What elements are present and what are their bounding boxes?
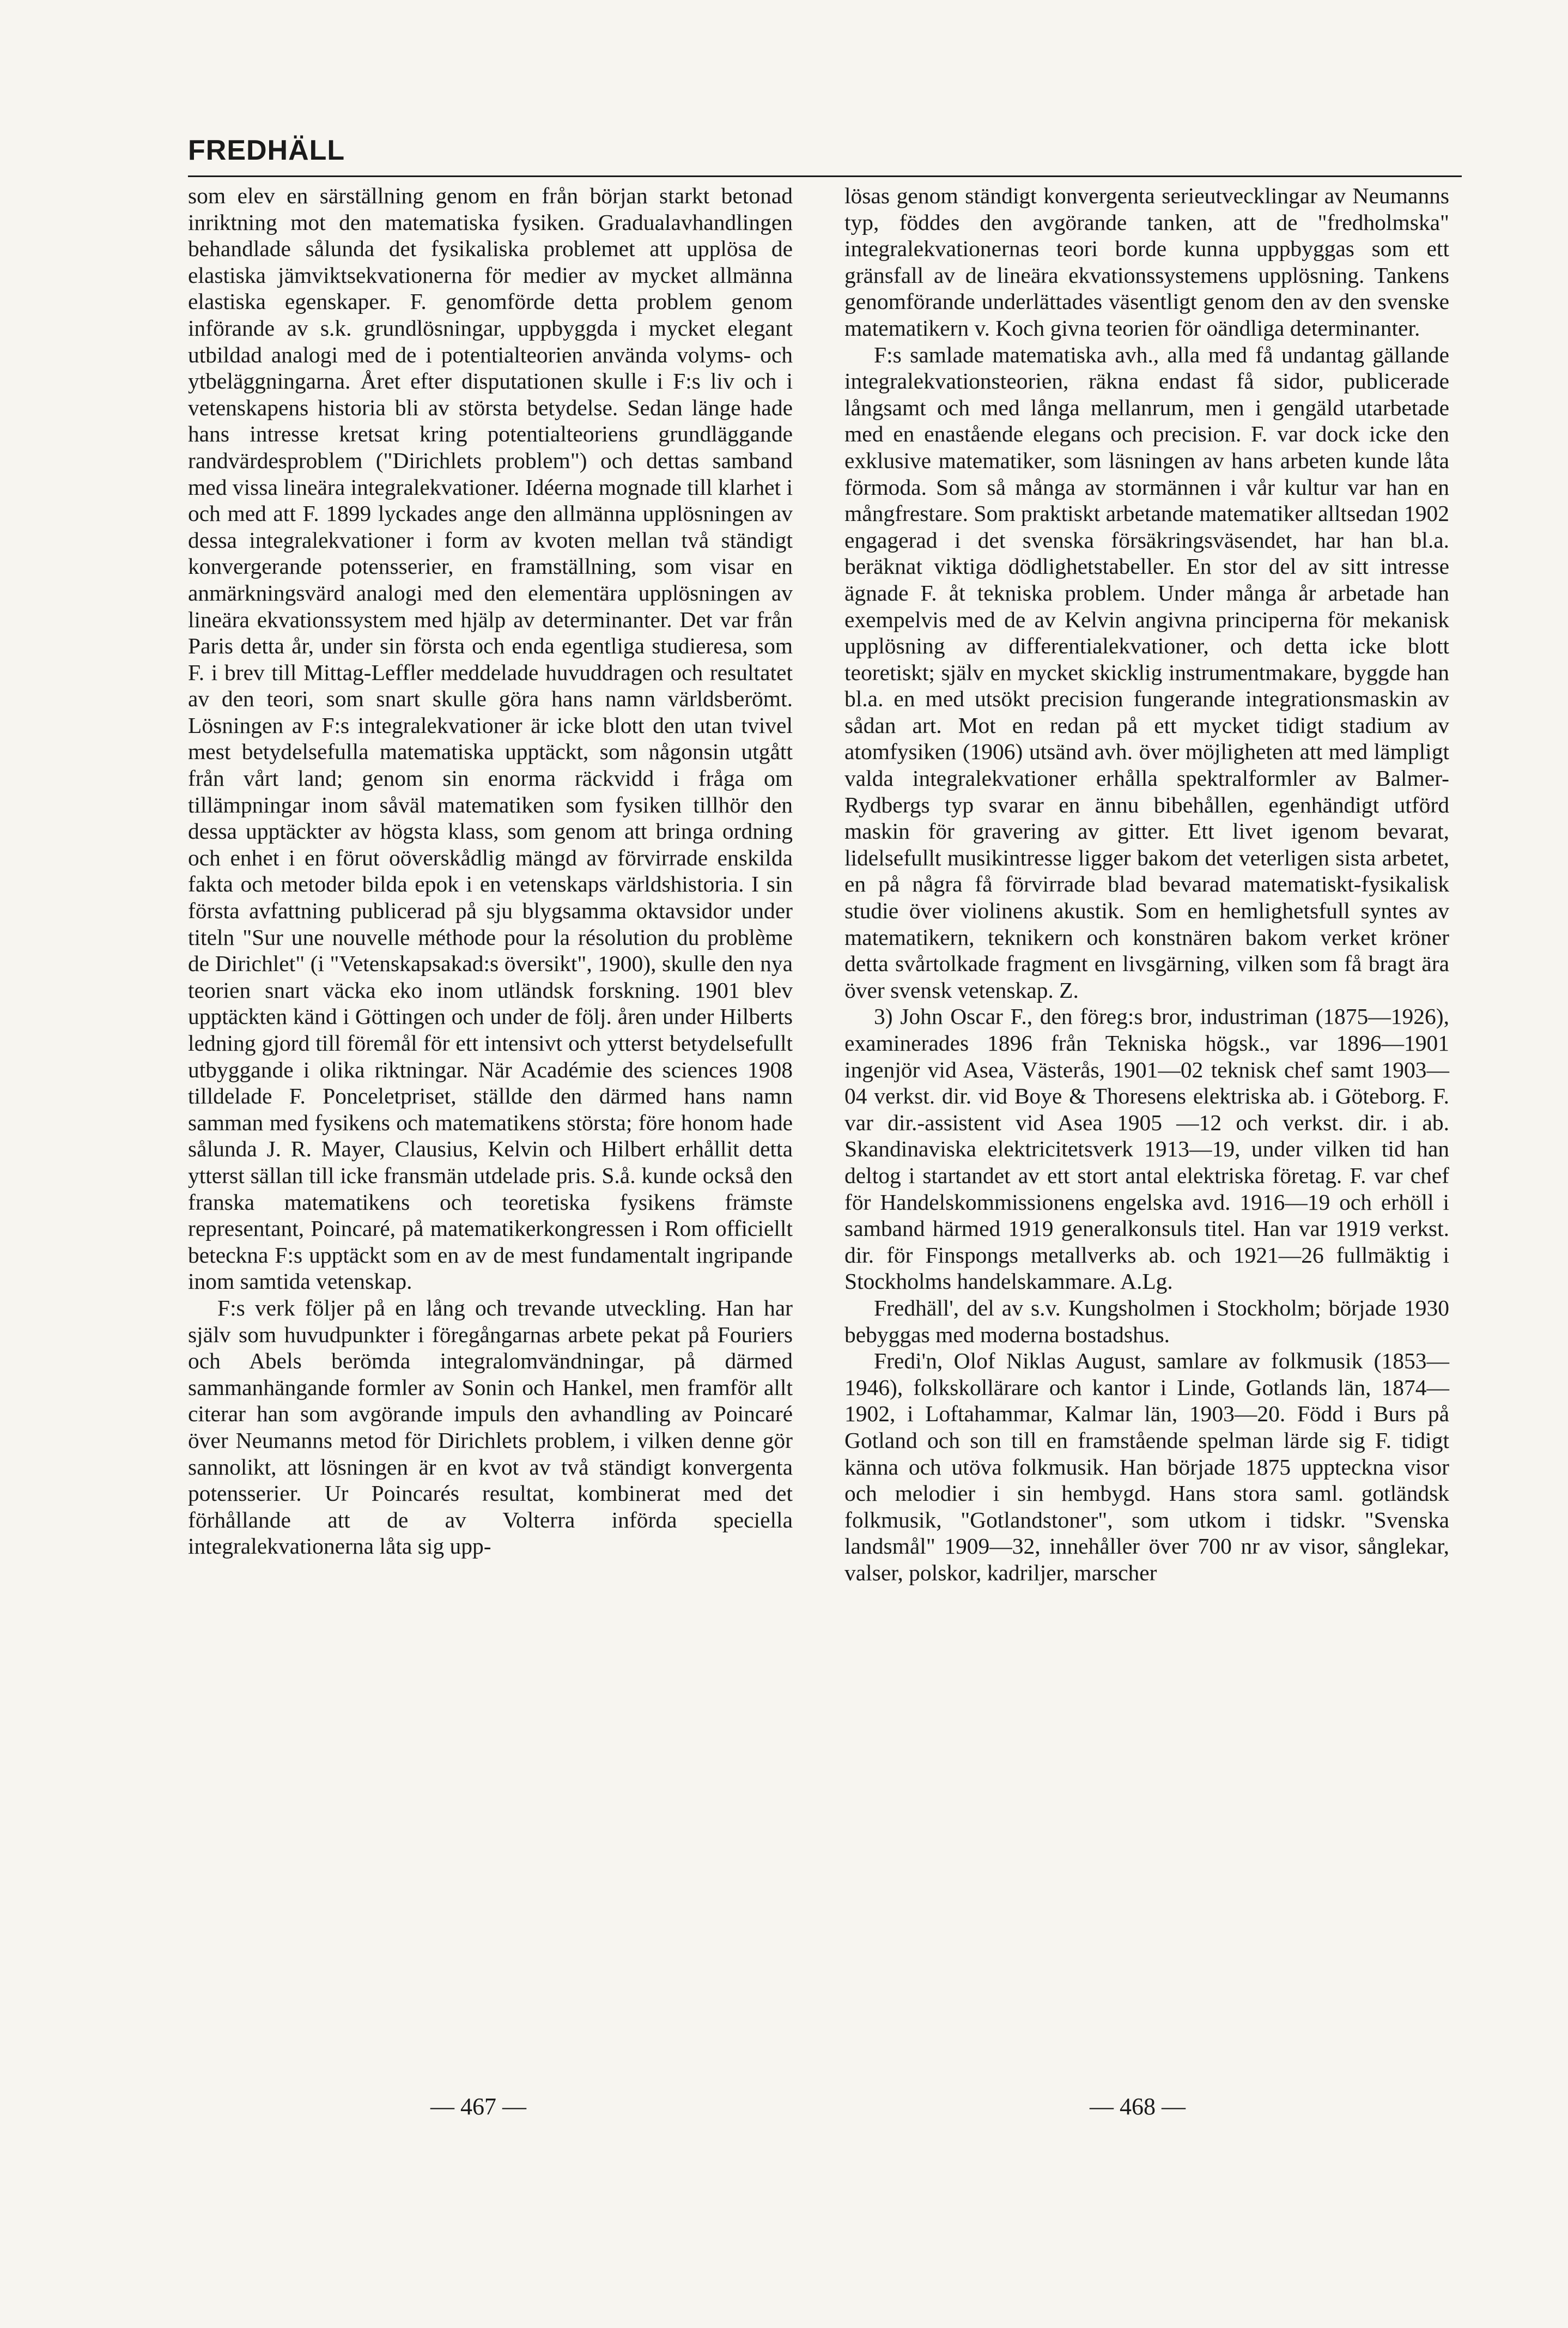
page-number-right: — 468 — <box>1090 2093 1186 2120</box>
paragraph: 3) John Oscar F., den föreg:s bror, industriman (1875—1926), examinerades 1896 från Tekniska högsk., var 1896—1901 ingenjör vid Asea, Västerås, 1901—02 teknisk chef samt 1903—04 verkst. dir. vid Boye & Thoresens elektriska ab. i Göteborg. F. var dir.-assistent vid Asea 1905 —12 och verkst. dir. i ab. Skandinaviska elektricitetsverk 1913—19, under vilken tid han deltog i startandet av ett stort antal elektriska företag. F. var chef för Handelskommissionens engelska avd. 1916—19 och erhöll i samband härmed 1919 generalkonsuls titel. Han var 1919 verkst. dir. för Finspongs metallverks ab. och 1921—26 fullmäktig i Stockholms handelskammare. A.Lg. <box>844 1004 1449 1294</box>
entry-fredin: Fredi'n, Olof Niklas August, samlare av folkmusik (1853—1946), folkskollärare och kantor i Linde, Gotlands län, 1874—1902, i Loftahammar, Kalmar län, 1903—20. Född i Burs på Gotland och son till en framstående spelman lärde sig F. tidigt känna och utöva folkmusik. Han började 1875 uppteckna visor och melodier i sin hembygd. Hans stora saml. gotländsk folkmusik, "Gotlandstoner", som utkom i tidskr. "Svenska landsmål" 1909—32, innehåller över 700 nr av visor, sånglekar, valser, polskor, kadriljer, marscher <box>844 1348 1449 1585</box>
paragraph: som elev en särställning genom en från början starkt betonad inriktning mot den matematiska fysiken. Gradualavhandlingen behandlade sålunda det fysikaliska problemet att upplösa de elastiska jämviktsekvationerna för medier av mycket allmänna elastiska egenskaper. F. genomförde detta problem genom införande av s.k. grundlösningar, uppbyggda i mycket elegant utbildad analogi med de i potentialteorien använda volyms- och ytbeläggningarna. Året efter disputationen skulle i F:s liv och i vetenskapens historia bli av största betydelse. Sedan länge hade hans intresse kretsat kring potentialteoriens grundläggande randvärdesproblem ("Dirichlets problem") och dettas samband med vissa lineära integralekvationer. Idéerna mognade till klarhet i och med att F. 1899 lyckades ange den allmänna upplösningen av dessa integralekvationer i form av kvoten mellan två ständigt konvergerande potensserier, en framställning, som visar en anmärkningsvärd analogi med den elementära upplösningen av lineära ekvationssystem med hjälp av determinanter. Det var från Paris detta år, under sin första och enda egentliga studieresa, som F. i brev till Mittag-Leffler meddelade huvuddragen och resultatet av den teori, som snart skulle göra hans namn världsberömt. Lösningen av F:s integralekvationer är icke blott den utan tvivel mest betydelsefulla matematiska upptäckt, som någonsin utgått från vårt land; genom sin enorma räckvidd i fråga om tillämpningar inom såväl matematiken som fysiken tillhör den dessa upptäckter av högsta klass, som genom att bringa ordning och enhet i en förut oöverskådlig mängd av förvirrade enskilda fakta och metoder bilda epok i en vetenskaps världshistoria. I sin första avfattning publicerad på sju blygsamma oktavsidor under titeln "Sur une nouvelle méthode pour la résolution du problème de Dirichlet" (i "Vetenskapsakad:s översikt", 1900), skulle den nya teorien snart väcka eko inom utländsk forskning. 1901 blev upptäckten känd i Göttingen och under de följ. åren under Hilberts ledning gjord till föremål för ett intensivt och ytterst betydelsefullt utbyggande i olika riktningar. När Académie des sciences 1908 tilldelade F. Ponceletpriset, ställde den därmed hans namn samman med fysikens och matematikens största; före honom hade sålunda J. R. Mayer, Clausius, Kelvin och Hilbert erhållit detta ytterst sällan till icke fransmän utdelade pris. S.å. kunde också den franska matematikens och teoretiska fysikens främste representant, Poincaré, på matematikerkongressen i Rom officiellt beteckna F:s upptäckt som en av de mest fundamentalt ingripande inom samtida vetenskap. <box>188 183 793 1294</box>
paragraph: F:s verk följer på en lång och trevande utveckling. Han har själv som huvudpunkter i föregångarnas arbete pekat på Fouriers och Abels berömda integralomvändningar, på därmed sammanhängande formler av Sonin och Hankel, men framför allt citerar han som avgörande impuls den avhandling av Poincaré över Neumanns metod för Dirichlets problem, i vilken denne gör sannolikt, att lösningen är en kvot av två ständigt konvergenta potensserier. Ur Poincarés resultat, kombinerat med det förhållande att de av Volterra införda speciella integralekvationerna låta sig upp- <box>188 1295 793 1559</box>
entry-fredhall: Fredhäll', del av s.v. Kungsholmen i Stockholm; började 1930 bebyggas med moderna bostadshus. <box>844 1295 1449 1347</box>
paragraph: lösas genom ständigt konvergenta serieutvecklingar av Neumanns typ, föddes den avgörande tanken, att de "fredholmska" integralekvationernas teori borde kunna uppbyggas som ett gränsfall av de lineära ekvationssystemens upplösning. Tankens genomförande underlättades väsentligt genom den av den svenske matematikern v. Koch givna teorien för oändliga determinanter. <box>844 183 1449 341</box>
page-number-left: — 467 — <box>430 2093 526 2120</box>
right-column <box>844 183 1449 1586</box>
paragraph: F:s samlade matematiska avh., alla med få undantag gällande integralekvationsteorien, räkna endast få sidor, publicerade långsamt och med långa mellanrum, men i gengäld utarbetade med en enastående elegans och precision. F. var dock icke den exklusive matematiker, som läsningen av hans arbeten kunde låta förmoda. Som så många av stormännen i vår kultur var han en mångfrestare. Som praktiskt arbetande matematiker alltsedan 1902 engagerad i det svenska försäkringsväsendet, har han bl.a. beräknat viktiga dödlighetstabeller. En stor del av sitt intresse ägnade F. åt tekniska problem. Under många år arbetade han exempelvis med de av Kelvin angivna principerna för mekanisk upplösning av differentialekvationer, och detta icke blott teoretiskt; själv en mycket skicklig instrumentmakare, byggde han bl.a. en med utsökt precision fungerande integrationsmaskin av sådan art. Mot en redan på ett mycket tidigt stadium av atomfysiken (1906) utsänd avh. över möjligheten att med lämpligt valda integralekvationer erhålla spektralformler av Balmer-Rydbergs typ svarar en ännu bibehållen, egenhändigt utförd maskin för gravering av gitter. Ett livet igenom bevarat, lidelsefullt musikintresse ligger bakom det veterligen sista arbetet, en på några få förvirrade blad bevarad matematiskt-fysikalisk studie över violinens akustik. Som en hemlighetsfull syntes av matematikern, teknikern och konstnären bakom verket kröner detta svårtolkade fragment en livsgärning, vilken som få bragt ära över svensk vetenskap. Z. <box>844 342 1449 1003</box>
header-rule <box>188 175 1462 177</box>
running-header: FREDHÄLL <box>188 135 345 166</box>
left-column <box>188 183 793 1560</box>
